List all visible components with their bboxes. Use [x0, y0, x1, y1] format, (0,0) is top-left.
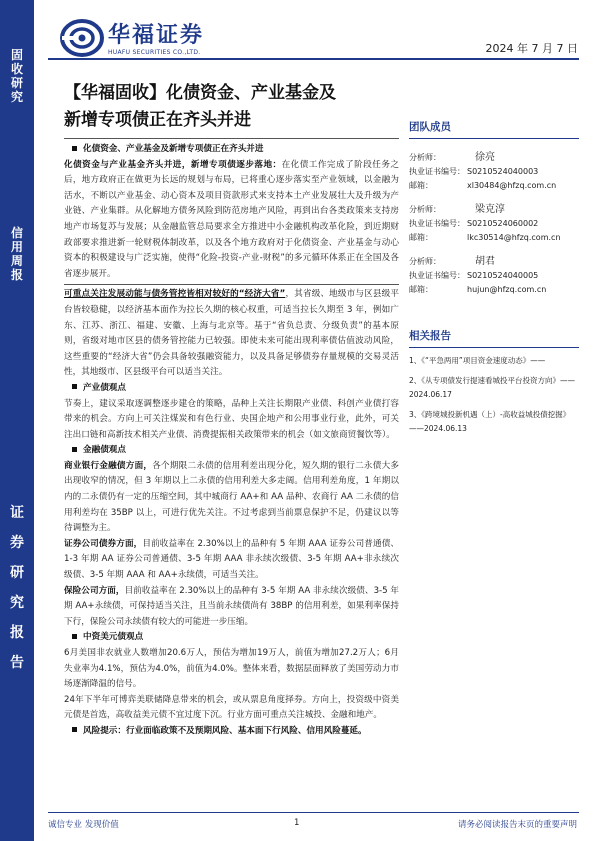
analyst-card: 分析师： 徐亮 执业证书编号： S0210524040003 邮箱： xl30484@hfzq.com.cn: [409, 151, 579, 193]
analyst-card: 分析师： 梁克淳 执业证书编号： S0210524060002 邮箱： lkc30514@hfzq.com.cn: [409, 203, 579, 245]
analyst-name: 梁克淳: [475, 204, 505, 215]
title-line-1: 【华福固收】化债资金、产业基金及: [64, 83, 336, 103]
analyst-email[interactable]: xl30484@hfzq.com.cn: [467, 181, 557, 190]
footer-divider: [48, 812, 579, 813]
sidebar-label-credit-weekly: 信 用 周 报: [10, 226, 23, 282]
footer-slogan: 诚信专业 发现价值: [48, 820, 119, 830]
page-number: 1: [294, 818, 300, 828]
logo-text-en: HUAFU SECURITIES CO.,LTD.: [108, 49, 201, 56]
sidebar-label-fixed-income: 固 收 研 究: [10, 48, 23, 104]
right-column: [409, 118, 579, 436]
analyst-name: 徐亮: [475, 152, 495, 163]
risk-warning: 风险提示：行业面临政策不及预期风险、基本面下行风险、信用风险蔓延。: [64, 724, 399, 740]
analyst-name: 胡君: [475, 256, 495, 267]
sidebar-label-research-report: 证 券 研 究 报 告: [10, 505, 24, 671]
section-heading: 产业债观点: [64, 381, 399, 397]
section-heading: 金融债观点: [64, 443, 399, 459]
related-reports-list: [409, 354, 579, 436]
bullet-icon: [72, 146, 77, 151]
analyst-cert: S0210524040005: [467, 271, 539, 280]
analyst-card: 分析师： 胡君 执业证书编号： S0210524040005 邮箱： hujun@hfzq.com.cn: [409, 255, 579, 297]
company-logo: [60, 16, 220, 60]
analyst-cert: S0210524060002: [467, 219, 539, 228]
paragraph: 6月美国非农就业人数增加20.6万人，预估为增加19万人，前值为增加27.2万人；6月失业率为4.1%，预估为4.0%，前值为4.0%。整体来看，数据层面释放了美国劳动力市场逐渐降温的信号。: [64, 648, 399, 690]
footer-disclaimer: 请务必阅读报告末页的重要声明: [457, 820, 577, 830]
huafu-logo-icon: [60, 18, 104, 58]
related-reports-title: 相关报告: [409, 327, 579, 348]
team-section-title: 团队成员: [409, 118, 579, 139]
paragraph: 24年下半年可博弈美联储降息带来的机会，或从票息角度择券。方向上，投资级中资美元债是首选，高收益美元债不宜过度下沉。行业方面可重点关注城投、金融和地产。: [64, 694, 399, 721]
analyst-cert: S0210524040003: [467, 167, 539, 176]
report-link[interactable]: 2、《从专项债发行提速看城投平台投资方向》——2024.06.17: [409, 376, 576, 399]
paragraph: 化债资金与产业基金齐头并进，新增专项债逐步落地：在化债工作完成了阶段任务之后，地方政府正在做更为长远的规划与布局，已将重心逐步落实至产业领域，以金融为活水，不断以产业基金、动心资本及项目资款形式来支持本土产业发展壮大及升级为产业链、产业集群。从化解地方债务风险到防范房地产风险，再到出台各类政策来支持房地产市场复苏与发展；从金融监管总局要求全方推进中小金融机构改革化险，到近期财政部要求推进新一轮财税体制改革，以及各个地方政府对于化债资金、产业基金与动心资本的积极建设与广泛实施，使得“化险-投资-产业-财税”的多元循环体系正在全国及各省逐步展开。: [64, 159, 399, 279]
bullet-icon: [72, 634, 77, 639]
bullet-icon: [72, 384, 77, 389]
bullet-icon: [72, 447, 77, 452]
body-top-divider: [64, 138, 399, 139]
title-line-2: 新增专项债正在齐头并进: [64, 110, 251, 130]
section-heading: 中资美元债观点: [64, 630, 399, 646]
logo-text-cn: 华福证券: [108, 23, 205, 48]
main-body: [64, 142, 399, 740]
report-link[interactable]: 3、《跨境城投新机遇（上）-高收益城投债挖掘》——2024.06.13: [409, 410, 571, 433]
sidebar: [0, 0, 34, 841]
report-title: [64, 80, 394, 134]
paragraph: 保险公司方面，目前收益率在 2.30%以上的品种有 3-5 年期 AA 非永续次级债、3-5 年期 AA+永续债，可保持适当关注，且当前永续债尚有 38BP 的信用利差，如果利率保持下行，保险公司永续债有较大的可能进一步压缩。: [64, 585, 399, 627]
report-date: 2024 年 7 月 7 日: [485, 42, 578, 55]
analyst-email[interactable]: lkc30514@hfzq.com.cn: [467, 233, 561, 242]
paragraph: 证券公司债券方面，目前收益率在 2.30%以上的品种有 5 年期 AAA 证券公司普通债、1-3 年期 AA 证券公司普通债、3-5 年期 AAA 非永续次级债、3-5 年期 AA+非永续次级债、3-5 年期 AAA 和 AA+永续债，可适当关注。: [64, 538, 399, 581]
paragraph: 商业银行金融债方面，各个期限二永债的信用利差出现分化，短久期的银行二永债大多出现收窄的情况，但 3 年期以上二永债的信用利差大多走阔。信用利差角度，1 年期以内的二永债仍有一定的压缩空间，其中城商行 AA+和 AA 品种、农商行 AA 二永债的信用利差均在 35BP 以上，可进行优先关注。不过考虑到当前票息保护不足，仍建议以等待调整为主。: [64, 460, 399, 534]
paragraph: 节奏上，建议采取逐调整逐步建仓的策略，品种上关注长期限产业债、科创产业债打容带来的机会。方向上可关注煤炭和有色行业、央国企地产和公用事业行业，此外，可关注出口链和高新技术相关产业债、消费提振相关政策带来的机会（如文旅商贸餐饮等）。: [64, 398, 399, 440]
report-link[interactable]: 1、《“平急两用”项目资金速度动态》——: [409, 356, 546, 365]
paragraph-divider: [64, 284, 399, 285]
section-heading: 化债资金、产业基金及新增专项债正在齐头并进: [64, 142, 399, 158]
header-divider: [48, 58, 579, 60]
analyst-email[interactable]: hujun@hfzq.com.cn: [467, 285, 547, 294]
bullet-icon: [72, 727, 77, 732]
paragraph: 可重点关注发展动能与债务管控皆相对较好的“经济大省”，其省级、地级市与区县级平台皆较稳健，以经济基本面作为拉长久期的核心权重，可适当拉长久期至 3 年，例如广东、江苏、浙江、福建、安徽、上海与北京等。基于“省负总责、分级负责”的基本原则，省级对地市区县的债务管控能力已较强。即使未来可能出现利率债估值波动风险，这些重要的“经济大省”仍会具备较强融资能力，以及具备足够债券存量规模的交易灵活性，其地级市、区县级平台可以适当关注。: [64, 289, 399, 378]
